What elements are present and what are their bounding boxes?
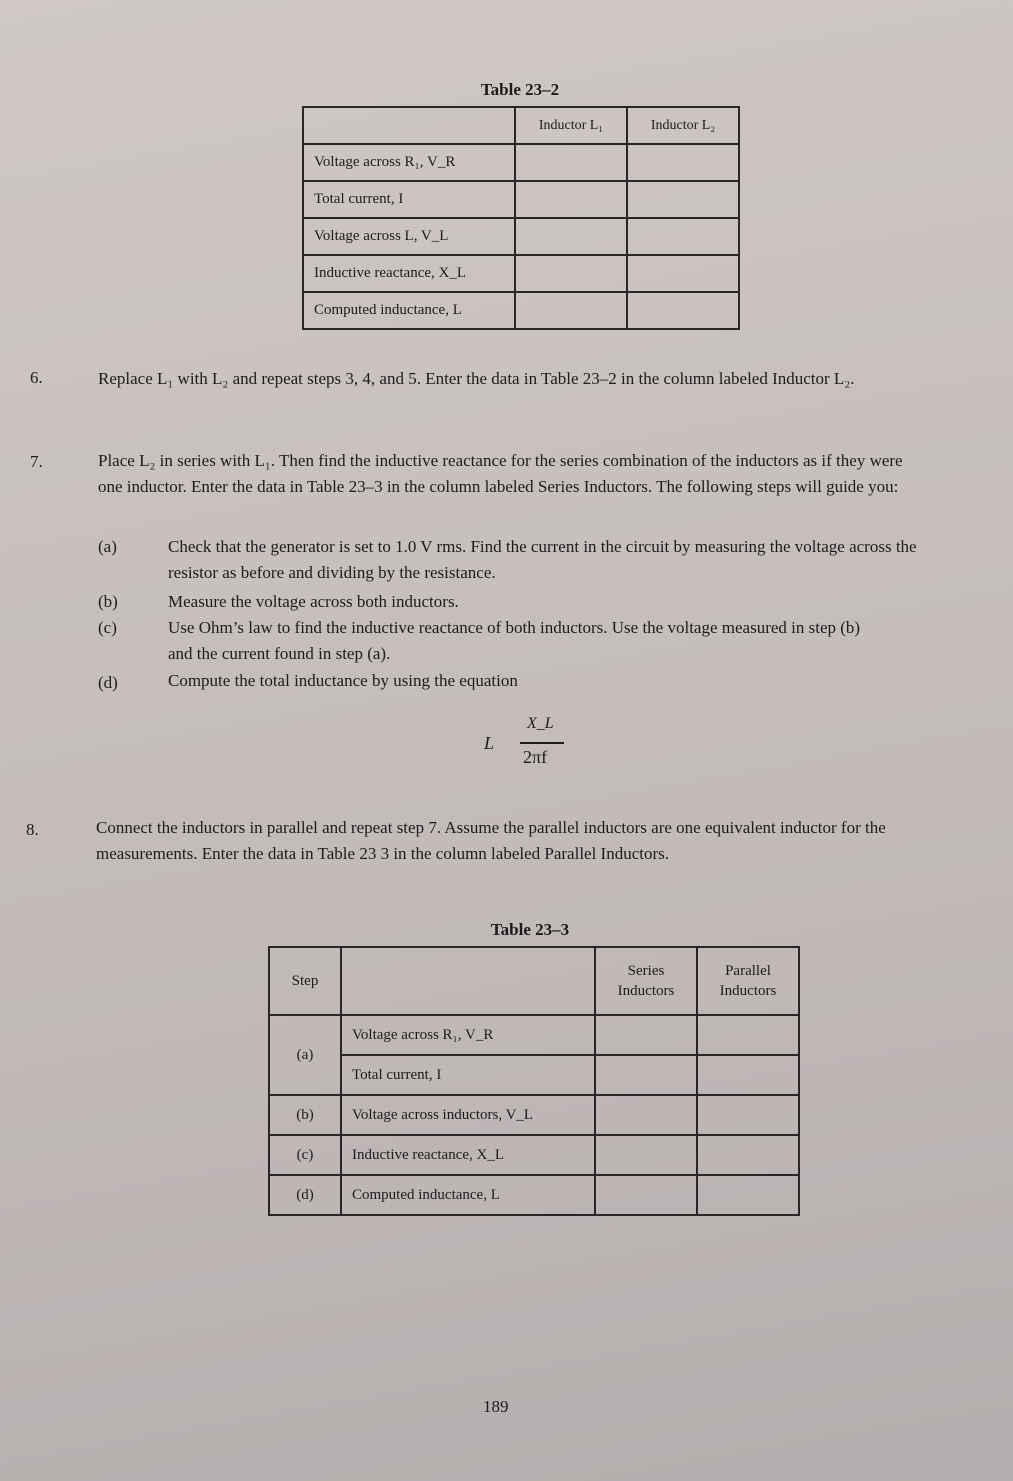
empty-cell (595, 1055, 697, 1095)
table-header-row (303, 107, 739, 144)
step-7b-label: (b) (98, 592, 118, 611)
table-23-2-caption: Table 23–2 (480, 80, 560, 99)
step-7-number: 7. (30, 452, 43, 471)
empty-cell (697, 1015, 799, 1055)
row-label: Inductive reactance, X_L (303, 255, 515, 292)
row-label: Computed inductance, L (303, 292, 515, 329)
row-label: Voltage across R₁, V_R (303, 144, 515, 181)
table-header-empty (341, 947, 595, 1015)
table-header-step: Step (269, 947, 341, 1015)
table-header-row (269, 947, 799, 1015)
step-label: (b) (269, 1095, 341, 1135)
table-row (269, 1135, 799, 1175)
row-label: Inductive reactance, X_L (341, 1135, 595, 1175)
table-row (303, 292, 739, 329)
empty-cell (697, 1175, 799, 1215)
step-7c-label: (c) (98, 618, 117, 637)
empty-cell (595, 1175, 697, 1215)
step-6-number: 6. (30, 368, 43, 387)
table-row (269, 1015, 799, 1055)
empty-cell (595, 1015, 697, 1055)
row-label: Voltage across R₁, V_R (341, 1015, 595, 1055)
row-label: Computed inductance, L (341, 1175, 595, 1215)
empty-cell (515, 218, 627, 255)
step-7c-text: Use Ohm’s law to find the inductive reactance of both inductors. Use the voltage measured in step (b) and the current found in step (a). (168, 618, 861, 663)
step-label: (c) (269, 1135, 341, 1175)
table-23-3 (268, 946, 800, 1216)
table-row (269, 1095, 799, 1135)
table-row (303, 144, 739, 181)
step-label: (d) (269, 1175, 341, 1215)
page-number: 189 (483, 1397, 509, 1416)
empty-cell (595, 1135, 697, 1175)
fraction-bar (520, 742, 564, 744)
empty-cell (515, 292, 627, 329)
table-23-3-caption: Table 23–3 (490, 920, 570, 939)
empty-cell (627, 255, 739, 292)
step-7d-label: (d) (98, 673, 118, 692)
empty-cell (627, 292, 739, 329)
equation-numerator: X_L (527, 715, 554, 732)
table-header-parallel-inductors: Parallel Inductors (697, 947, 799, 1015)
row-label: Total current, I (303, 181, 515, 218)
table-23-2 (302, 106, 740, 330)
empty-cell (697, 1095, 799, 1135)
step-7d-text: Compute the total inductance by using the equation (168, 671, 518, 690)
empty-cell (515, 144, 627, 181)
table-header-inductor-l2: Inductor L₂ (627, 107, 739, 144)
empty-cell (595, 1095, 697, 1135)
table-row (303, 181, 739, 218)
step-8-number: 8. (26, 820, 39, 839)
empty-cell (697, 1055, 799, 1095)
step-7a-label: (a) (98, 537, 117, 556)
step-7a-text: Check that the generator is set to 1.0 V rms. Find the current in the circuit by measuring the voltage across the resistor as before and dividing by the resistance. (168, 537, 917, 582)
empty-cell (697, 1135, 799, 1175)
empty-cell (627, 144, 739, 181)
row-label: Total current, I (341, 1055, 595, 1095)
step-7b-text: Measure the voltage across both inductors. (168, 592, 459, 611)
row-label: Voltage across L, V_L (303, 218, 515, 255)
table-row (303, 255, 739, 292)
row-label: Voltage across inductors, V_L (341, 1095, 595, 1135)
step-7-text: Place L₂ in series with L₁. Then find the inductive reactance for the series combination of the inductors as if they were one inductor. Enter the data in Table 23–3 in the column labeled Series Inductors. The following steps will guide you: (98, 451, 903, 496)
equation-lhs: L (484, 733, 495, 753)
equation-denominator: 2πf (523, 747, 548, 767)
step-label: (a) (269, 1015, 341, 1095)
table-row (269, 1175, 799, 1215)
table-header-empty (303, 107, 515, 144)
step-8-text: Connect the inductors in parallel and repeat step 7. Assume the parallel inductors are one equivalent inductor for the measurements. Enter the data in Table 23 3 in the column labeled Parallel Inductors. (96, 818, 886, 863)
empty-cell (627, 181, 739, 218)
table-row (303, 218, 739, 255)
step-6-text: Replace L₁ with L₂ and repeat steps 3, 4, and 5. Enter the data in Table 23–2 in the column labeled Inductor L₂. (98, 369, 855, 388)
empty-cell (627, 218, 739, 255)
empty-cell (515, 181, 627, 218)
table-header-inductor-l1: Inductor L₁ (515, 107, 627, 144)
table-row (269, 1055, 799, 1095)
table-header-series-inductors: Series Inductors (595, 947, 697, 1015)
empty-cell (515, 255, 627, 292)
